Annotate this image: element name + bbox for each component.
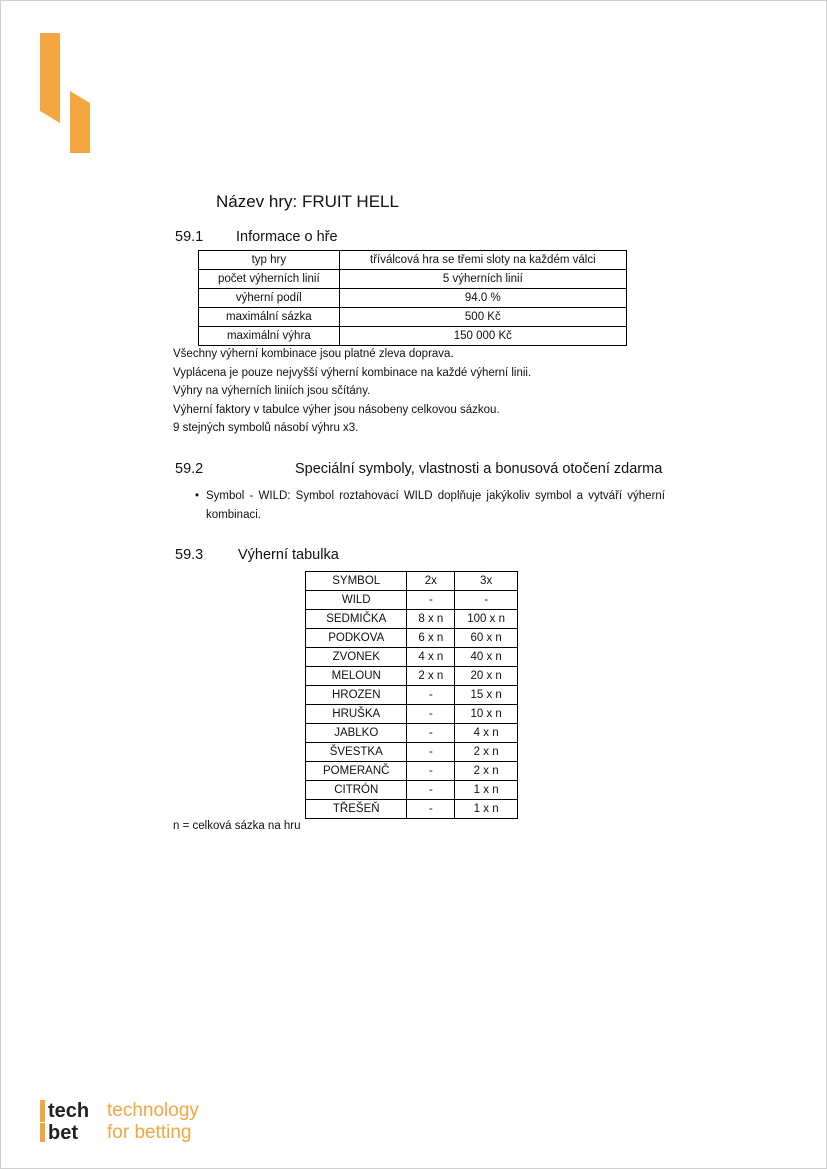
paytable-row [306, 667, 518, 686]
section-1-number: 59.1 [175, 229, 204, 245]
info-row [199, 270, 627, 289]
info-row [199, 327, 627, 346]
info-value: tříválcová hra se třemi sloty na každém válci [339, 251, 626, 270]
info-key: výherní podíl [199, 289, 340, 308]
payout-cell: 4 x n [455, 724, 518, 743]
symbol-name: PODKOVA [306, 629, 407, 648]
symbol-name: JABLKO [306, 724, 407, 743]
payout-cell: 100 x n [455, 610, 518, 629]
paytable-row [306, 629, 518, 648]
paytable-row [306, 800, 518, 819]
game-info-table [198, 250, 627, 346]
paytable-row [306, 705, 518, 724]
payout-cell: - [407, 591, 455, 610]
info-key: maximální sázka [199, 308, 340, 327]
symbol-name: CITRÓN [306, 781, 407, 800]
bullet-dot: • [195, 490, 200, 502]
symbol-name: MELOUN [306, 667, 407, 686]
payout-cell: - [407, 705, 455, 724]
payout-cell: 40 x n [455, 648, 518, 667]
symbol-name: SEDMIČKA [306, 610, 407, 629]
info-row [199, 308, 627, 327]
symbol-name: POMERANČ [306, 762, 407, 781]
page-title: Název hry: FRUIT HELL [216, 192, 399, 211]
info-row [199, 289, 627, 308]
rule-note: Výhry na výherních liniích jsou sčítány. [173, 385, 371, 398]
wild-symbol-bullet [195, 487, 665, 524]
symbol-name: ŠVESTKA [306, 743, 407, 762]
payout-cell: 8 x n [407, 610, 455, 629]
rule-note: Všechny výherní kombinace jsou platné zleva doprava. [173, 348, 454, 360]
payout-cell: 2 x n [455, 743, 518, 762]
paytable [305, 571, 518, 819]
paytable-footnote: n = celková sázka na hru [173, 820, 301, 832]
paytable-row [306, 610, 518, 629]
info-value: 150 000 Kč [339, 327, 626, 346]
rule-note: Výherní faktory v tabulce výher jsou násobeny celkovou sázkou. [173, 403, 500, 416]
wild-symbol-text: Symbol - WILD: Symbol roztahovací WILD doplňuje jakýkoliv symbol a vytváří výherní kombinaci. [206, 490, 665, 521]
brand-bet: bet [48, 1122, 78, 1144]
payout-cell: - [407, 781, 455, 800]
brand-tech: tech [48, 1100, 90, 1122]
section-2-label: Speciální symboly, vlastnosti a bonusová otočení zdarma [295, 461, 663, 477]
symbol-name: HRUŠKA [306, 705, 407, 724]
rules-notes [173, 345, 531, 438]
paytable-row [306, 762, 518, 781]
payout-cell: - [407, 743, 455, 762]
payout-cell: - [455, 591, 518, 610]
payout-cell: 2 x n [407, 667, 455, 686]
tagline-for-betting: for betting [107, 1122, 192, 1143]
symbol-name: ZVONEK [306, 648, 407, 667]
info-value: 500 Kč [339, 308, 626, 327]
info-value: 94.0 % [339, 289, 626, 308]
paytable-row [306, 591, 518, 610]
info-row [199, 251, 627, 270]
section-2-number: 59.2 [175, 461, 204, 477]
payout-cell: - [407, 724, 455, 743]
rule-note: Vyplácena je pouze nejvyšší výherní kombinace na každé výherní linii. [173, 366, 532, 379]
section-1-label: Informace o hře [236, 229, 338, 245]
payout-cell: 1 x n [455, 800, 518, 819]
section-3-label: Výherní tabulka [238, 547, 339, 563]
payout-cell: - [407, 686, 455, 705]
paytable-row [306, 781, 518, 800]
rule-note: 9 stejných symbolů násobí výhru x3. [173, 422, 359, 435]
info-key: maximální výhra [199, 327, 340, 346]
paytable-row [306, 648, 518, 667]
payout-cell: - [407, 762, 455, 781]
brand-logo-icon [40, 33, 92, 160]
symbol-name: TŘEŠEŇ [306, 800, 407, 819]
payout-cell: 1 x n [455, 781, 518, 800]
paytable-row [306, 724, 518, 743]
paytable-header-cell: SYMBOL [306, 572, 407, 591]
payout-cell: 60 x n [455, 629, 518, 648]
paytable-header-cell: 2x [407, 572, 455, 591]
paytable-header-cell: 3x [455, 572, 518, 591]
symbol-name: HROZEN [306, 686, 407, 705]
payout-cell: 10 x n [455, 705, 518, 724]
paytable-header-row [306, 572, 518, 591]
footer-logo-bar-icon [40, 1100, 46, 1142]
info-key: typ hry [199, 251, 340, 270]
payout-cell: 6 x n [407, 629, 455, 648]
info-key: počet výherních linií [199, 270, 340, 289]
tagline-technology: technology [107, 1100, 199, 1121]
section-3-number: 59.3 [175, 547, 204, 563]
paytable-row [306, 686, 518, 705]
paytable-row [306, 743, 518, 762]
symbol-name: WILD [306, 591, 407, 610]
payout-cell: 4 x n [407, 648, 455, 667]
payout-cell: 2 x n [455, 762, 518, 781]
info-value: 5 výherních linií [339, 270, 626, 289]
payout-cell: 15 x n [455, 686, 518, 705]
payout-cell: - [407, 800, 455, 819]
payout-cell: 20 x n [455, 667, 518, 686]
